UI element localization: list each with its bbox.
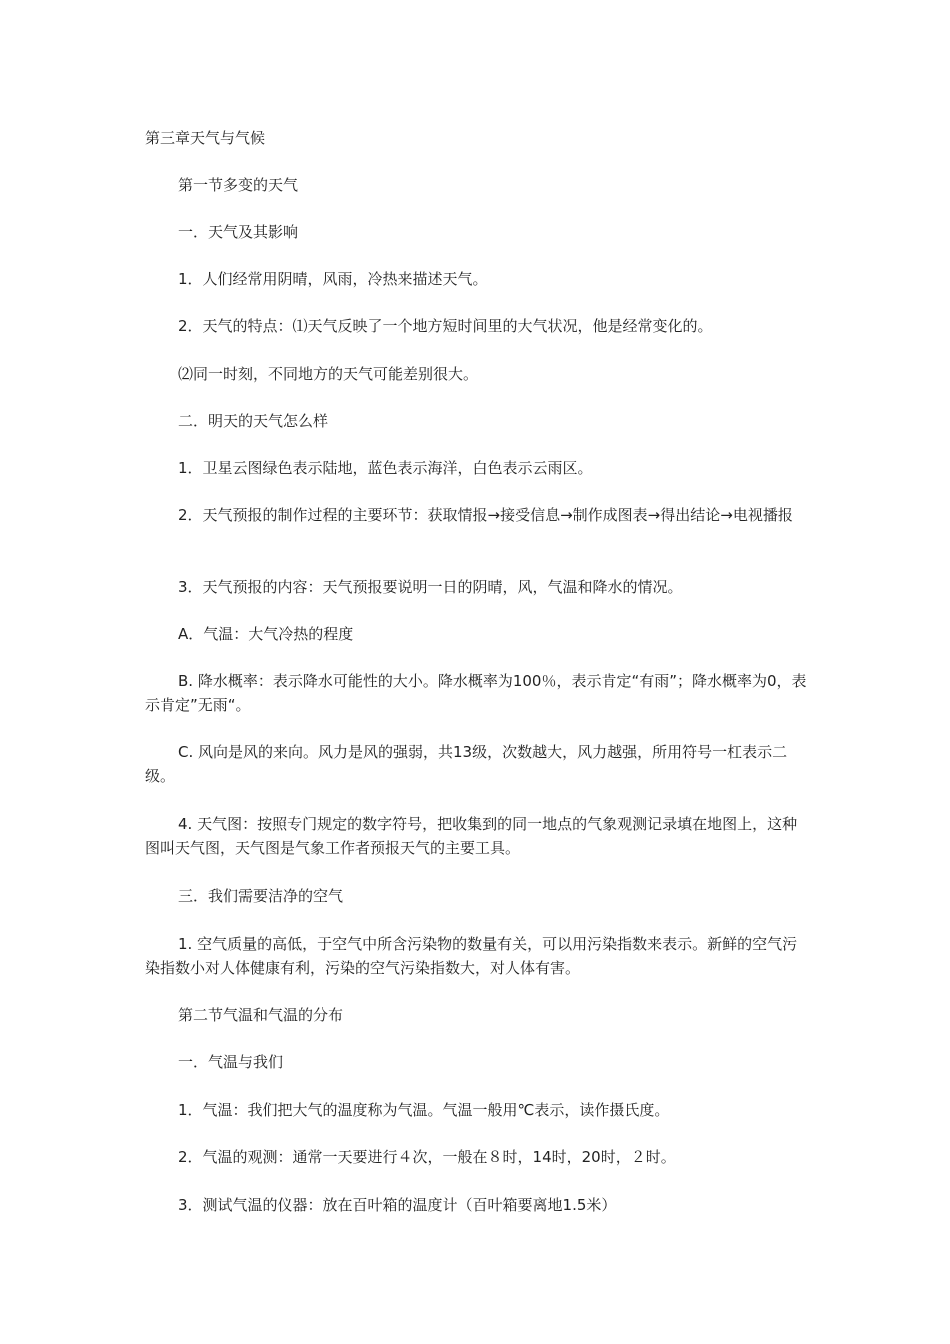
paragraph: 1．人们经常用阴晴，风雨，冷热来描述天气。 [178,270,488,288]
paragraph: ⑵同一时刻，不同地方的天气可能差别很大。 [178,365,479,383]
subsection-heading: 二．明天的天气怎么样 [178,412,329,430]
subsection-heading: 三．我们需要洁净的空气 [178,887,344,905]
section-title: 第二节气温和气温的分布 [178,1006,344,1024]
paragraph: B. 降水概率：表示降水可能性的大小。降水概率为100％，表示肯定“有雨”；降水概率为0，表示肯定”无雨“。 [145,672,807,714]
subsection-heading: 一．天气及其影响 [178,223,299,241]
paragraph: C. 风向是风的来向。风力是风的强弱，共13级，次数越大，风力越强，所用符号一杠表示二级。 [145,743,788,785]
paragraph: A．气温：大气冷热的程度 [178,625,354,643]
paragraph: 2．天气预报的制作过程的主要环节：获取情报→接受信息→制作成图表→得出结论→电视播报 [178,506,793,524]
paragraph: 1. 空气质量的高低，于空气中所含污染物的数量有关，可以用污染指数来表示。新鲜的空气污染指数小对人体健康有利，污染的空气污染指数大，对人体有害。 [145,935,798,977]
subsection-heading: 一．气温与我们 [178,1053,284,1071]
paragraph: 1．卫星云图绿色表示陆地，蓝色表示海洋，白色表示云雨区。 [178,459,593,477]
paragraph: 3．天气预报的内容：天气预报要说明一日的阴晴，风，气温和降水的情况。 [178,578,683,596]
paragraph: 3．测试气温的仪器：放在百叶箱的温度计（百叶箱要离地1.5米） [178,1196,617,1214]
chapter-title: 第三章天气与气候 [145,129,266,147]
section-title: 第一节多变的天气 [178,176,299,194]
paragraph: 2．天气的特点：⑴天气反映了一个地方短时间里的大气状况，他是经常变化的。 [178,317,713,335]
paragraph: 1．气温：我们把大气的温度称为气温。气温一般用℃表示，读作摄氏度。 [178,1101,670,1119]
paragraph: 4. 天气图：按照专门规定的数字符号，把收集到的同一地点的气象观测记录填在地图上，这种图叫天气图，天气图是气象工作者预报天气的主要工具。 [145,815,798,857]
paragraph: 2．气温的观测：通常一天要进行４次，一般在８时，14时，20时，２时。 [178,1148,676,1166]
